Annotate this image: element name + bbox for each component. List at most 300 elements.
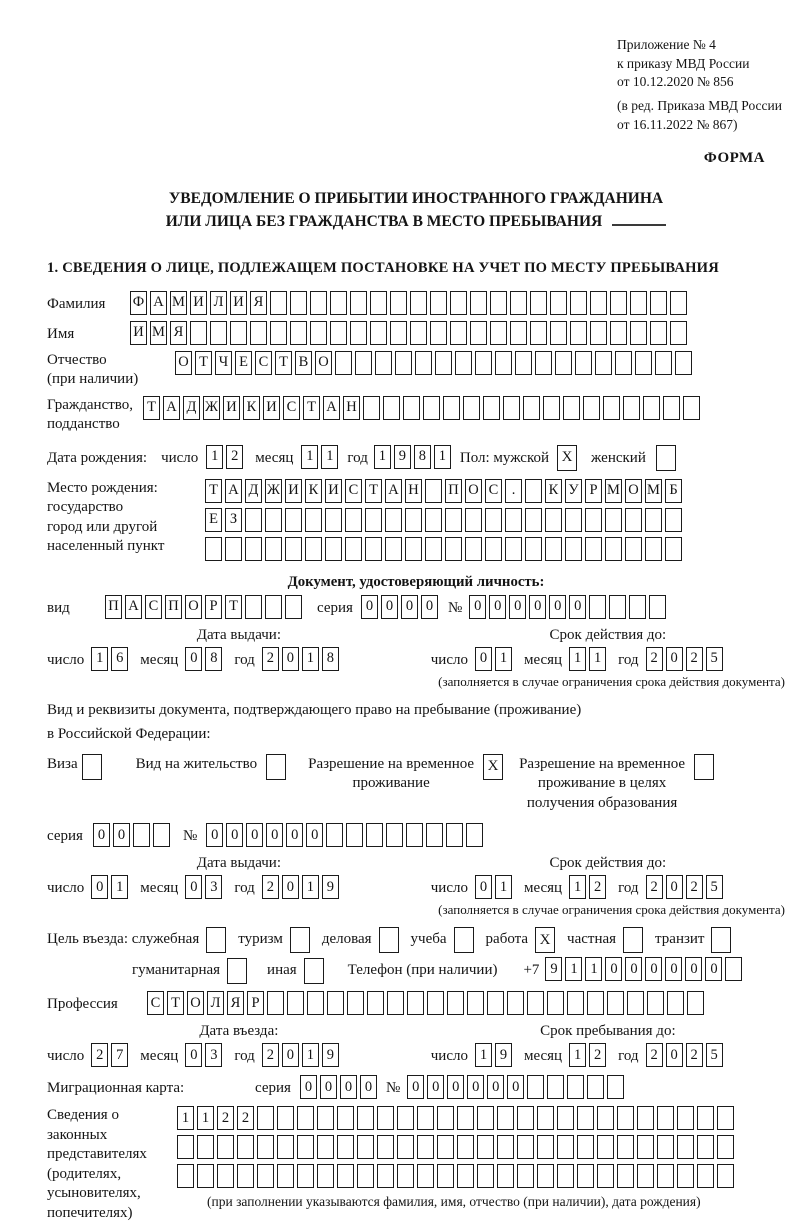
char-cell[interactable] (355, 351, 372, 375)
char-cell[interactable] (177, 1135, 194, 1159)
char-cell[interactable] (375, 351, 392, 375)
char-cell[interactable]: 1 (91, 647, 108, 671)
char-cell[interactable]: 0 (467, 1075, 484, 1099)
char-cell[interactable] (327, 991, 344, 1015)
purpose-business-checkbox[interactable] (379, 927, 399, 953)
char-cell[interactable] (517, 1164, 534, 1188)
char-cell[interactable] (617, 1106, 634, 1130)
char-cell[interactable]: К (545, 479, 562, 503)
char-cell[interactable] (470, 291, 487, 315)
visa-checkbox[interactable] (82, 754, 102, 780)
char-cell[interactable] (697, 1106, 714, 1130)
char-cell[interactable]: 1 (569, 1043, 586, 1067)
char-cell[interactable]: 0 (605, 957, 622, 981)
char-cell[interactable] (365, 537, 382, 561)
char-cell[interactable] (645, 508, 662, 532)
char-cell[interactable] (370, 321, 387, 345)
char-cell[interactable]: Я (170, 321, 187, 345)
char-cell[interactable] (527, 1075, 544, 1099)
char-cell[interactable] (285, 595, 302, 619)
char-cell[interactable] (390, 321, 407, 345)
char-cell[interactable] (435, 351, 452, 375)
char-cell[interactable]: С (147, 991, 164, 1015)
char-cell[interactable]: Н (343, 396, 360, 420)
char-cell[interactable] (657, 1164, 674, 1188)
char-cell[interactable] (405, 537, 422, 561)
char-cell[interactable] (605, 537, 622, 561)
char-cell[interactable]: 0 (427, 1075, 444, 1099)
char-cell[interactable]: 0 (685, 957, 702, 981)
char-cell[interactable] (503, 396, 520, 420)
char-cell[interactable] (510, 291, 527, 315)
char-cell[interactable]: М (150, 321, 167, 345)
char-cell[interactable]: 0 (282, 1043, 299, 1067)
char-cell[interactable]: А (150, 291, 167, 315)
char-cell[interactable] (267, 991, 284, 1015)
char-cell[interactable] (337, 1164, 354, 1188)
char-cell[interactable]: 0 (645, 957, 662, 981)
char-cell[interactable] (337, 1106, 354, 1130)
char-cell[interactable]: 1 (495, 875, 512, 899)
char-cell[interactable] (257, 1164, 274, 1188)
char-cell[interactable] (597, 1106, 614, 1130)
char-cell[interactable] (677, 1135, 694, 1159)
char-cell[interactable]: 0 (361, 595, 378, 619)
char-cell[interactable]: Р (247, 991, 264, 1015)
char-cell[interactable] (330, 321, 347, 345)
char-cell[interactable] (550, 291, 567, 315)
char-cell[interactable] (443, 396, 460, 420)
char-cell[interactable] (525, 479, 542, 503)
char-cell[interactable] (607, 991, 624, 1015)
char-cell[interactable] (297, 1164, 314, 1188)
temp-residence-edu-checkbox[interactable] (694, 754, 714, 780)
char-cell[interactable]: 0 (206, 823, 223, 847)
char-cell[interactable]: 0 (421, 595, 438, 619)
char-cell[interactable] (643, 396, 660, 420)
char-cell[interactable]: 0 (91, 875, 108, 899)
char-cell[interactable] (467, 991, 484, 1015)
char-cell[interactable] (345, 508, 362, 532)
char-cell[interactable]: И (190, 291, 207, 315)
char-cell[interactable] (445, 537, 462, 561)
char-cell[interactable]: 0 (340, 1075, 357, 1099)
char-cell[interactable]: С (145, 595, 162, 619)
char-cell[interactable]: . (505, 479, 522, 503)
char-cell[interactable] (326, 823, 343, 847)
char-cell[interactable]: 0 (381, 595, 398, 619)
char-cell[interactable]: 9 (495, 1043, 512, 1067)
char-cell[interactable]: А (323, 396, 340, 420)
char-cell[interactable] (397, 1106, 414, 1130)
char-cell[interactable] (310, 321, 327, 345)
char-cell[interactable]: Т (195, 351, 212, 375)
char-cell[interactable] (325, 508, 342, 532)
char-cell[interactable]: 0 (185, 875, 202, 899)
char-cell[interactable]: 1 (495, 647, 512, 671)
char-cell[interactable] (397, 1135, 414, 1159)
char-cell[interactable] (345, 537, 362, 561)
char-cell[interactable] (563, 396, 580, 420)
char-cell[interactable]: Т (225, 595, 242, 619)
char-cell[interactable] (590, 321, 607, 345)
char-cell[interactable]: 0 (475, 875, 492, 899)
char-cell[interactable] (265, 537, 282, 561)
char-cell[interactable] (663, 396, 680, 420)
char-cell[interactable] (370, 291, 387, 315)
char-cell[interactable]: 0 (300, 1075, 317, 1099)
char-cell[interactable]: 0 (509, 595, 526, 619)
char-cell[interactable]: 2 (262, 875, 279, 899)
char-cell[interactable] (497, 1164, 514, 1188)
char-cell[interactable] (153, 823, 170, 847)
char-cell[interactable] (585, 537, 602, 561)
char-cell[interactable] (177, 1164, 194, 1188)
char-cell[interactable]: 5 (706, 647, 723, 671)
char-cell[interactable] (487, 991, 504, 1015)
char-cell[interactable] (270, 321, 287, 345)
char-cell[interactable]: 0 (93, 823, 110, 847)
char-cell[interactable]: О (625, 479, 642, 503)
char-cell[interactable] (287, 991, 304, 1015)
char-cell[interactable]: 2 (646, 1043, 663, 1067)
char-cell[interactable]: 3 (205, 1043, 222, 1067)
char-cell[interactable] (390, 291, 407, 315)
char-cell[interactable] (615, 351, 632, 375)
char-cell[interactable]: И (230, 291, 247, 315)
char-cell[interactable]: Р (585, 479, 602, 503)
char-cell[interactable] (583, 396, 600, 420)
char-cell[interactable] (245, 537, 262, 561)
char-cell[interactable] (625, 537, 642, 561)
char-cell[interactable] (250, 321, 267, 345)
char-cell[interactable] (630, 291, 647, 315)
char-cell[interactable] (577, 1135, 594, 1159)
char-cell[interactable] (270, 291, 287, 315)
char-cell[interactable] (297, 1106, 314, 1130)
char-cell[interactable]: 0 (666, 875, 683, 899)
char-cell[interactable] (455, 351, 472, 375)
temp-residence-checkbox[interactable]: X (483, 754, 503, 780)
char-cell[interactable]: Т (205, 479, 222, 503)
char-cell[interactable]: П (165, 595, 182, 619)
char-cell[interactable] (415, 351, 432, 375)
char-cell[interactable] (437, 1106, 454, 1130)
char-cell[interactable] (285, 537, 302, 561)
char-cell[interactable] (517, 1106, 534, 1130)
char-cell[interactable]: 0 (360, 1075, 377, 1099)
char-cell[interactable] (445, 508, 462, 532)
char-cell[interactable]: 0 (507, 1075, 524, 1099)
char-cell[interactable] (406, 823, 423, 847)
purpose-official-checkbox[interactable] (206, 927, 226, 953)
char-cell[interactable]: И (130, 321, 147, 345)
char-cell[interactable]: 1 (197, 1106, 214, 1130)
purpose-transit-checkbox[interactable] (711, 927, 731, 953)
char-cell[interactable] (335, 351, 352, 375)
char-cell[interactable] (630, 321, 647, 345)
char-cell[interactable]: А (125, 595, 142, 619)
char-cell[interactable] (446, 823, 463, 847)
char-cell[interactable] (457, 1106, 474, 1130)
char-cell[interactable] (577, 1106, 594, 1130)
char-cell[interactable]: Т (143, 396, 160, 420)
char-cell[interactable] (230, 321, 247, 345)
char-cell[interactable]: О (175, 351, 192, 375)
char-cell[interactable] (490, 291, 507, 315)
char-cell[interactable] (350, 321, 367, 345)
char-cell[interactable] (717, 1106, 734, 1130)
char-cell[interactable] (423, 396, 440, 420)
purpose-humanitarian-checkbox[interactable] (227, 958, 247, 984)
char-cell[interactable] (363, 396, 380, 420)
char-cell[interactable]: Б (665, 479, 682, 503)
char-cell[interactable]: 0 (625, 957, 642, 981)
char-cell[interactable]: 0 (469, 595, 486, 619)
char-cell[interactable] (465, 508, 482, 532)
gender-female-checkbox[interactable] (656, 445, 676, 471)
char-cell[interactable] (490, 321, 507, 345)
char-cell[interactable] (466, 823, 483, 847)
char-cell[interactable]: Я (250, 291, 267, 315)
char-cell[interactable] (505, 537, 522, 561)
char-cell[interactable] (547, 991, 564, 1015)
char-cell[interactable] (437, 1135, 454, 1159)
char-cell[interactable] (677, 1164, 694, 1188)
char-cell[interactable]: 0 (401, 595, 418, 619)
char-cell[interactable] (565, 537, 582, 561)
char-cell[interactable]: 8 (414, 445, 431, 469)
char-cell[interactable]: 1 (589, 647, 606, 671)
char-cell[interactable] (565, 508, 582, 532)
char-cell[interactable]: Т (275, 351, 292, 375)
char-cell[interactable]: П (445, 479, 462, 503)
char-cell[interactable] (523, 396, 540, 420)
char-cell[interactable] (290, 291, 307, 315)
char-cell[interactable]: 9 (394, 445, 411, 469)
char-cell[interactable] (305, 508, 322, 532)
char-cell[interactable] (407, 991, 424, 1015)
char-cell[interactable]: И (325, 479, 342, 503)
char-cell[interactable] (495, 351, 512, 375)
char-cell[interactable]: 0 (320, 1075, 337, 1099)
char-cell[interactable]: 0 (246, 823, 263, 847)
char-cell[interactable] (617, 1135, 634, 1159)
char-cell[interactable] (567, 991, 584, 1015)
char-cell[interactable] (717, 1135, 734, 1159)
char-cell[interactable] (457, 1164, 474, 1188)
char-cell[interactable]: 0 (282, 647, 299, 671)
char-cell[interactable]: М (645, 479, 662, 503)
char-cell[interactable] (665, 508, 682, 532)
char-cell[interactable] (525, 537, 542, 561)
char-cell[interactable] (675, 351, 692, 375)
char-cell[interactable] (609, 595, 626, 619)
char-cell[interactable]: Т (167, 991, 184, 1015)
char-cell[interactable]: 0 (666, 1043, 683, 1067)
char-cell[interactable]: Т (365, 479, 382, 503)
char-cell[interactable] (317, 1164, 334, 1188)
char-cell[interactable]: 0 (487, 1075, 504, 1099)
char-cell[interactable]: 2 (686, 1043, 703, 1067)
char-cell[interactable] (617, 1164, 634, 1188)
char-cell[interactable] (257, 1135, 274, 1159)
char-cell[interactable]: 1 (206, 445, 223, 469)
char-cell[interactable]: 1 (374, 445, 391, 469)
char-cell[interactable] (210, 321, 227, 345)
char-cell[interactable] (670, 321, 687, 345)
char-cell[interactable] (485, 508, 502, 532)
char-cell[interactable]: 1 (177, 1106, 194, 1130)
char-cell[interactable]: 1 (302, 1043, 319, 1067)
char-cell[interactable] (655, 351, 672, 375)
char-cell[interactable]: П (105, 595, 122, 619)
char-cell[interactable]: А (225, 479, 242, 503)
char-cell[interactable] (386, 823, 403, 847)
char-cell[interactable]: 0 (569, 595, 586, 619)
char-cell[interactable]: Е (235, 351, 252, 375)
char-cell[interactable] (595, 351, 612, 375)
char-cell[interactable] (257, 1106, 274, 1130)
char-cell[interactable] (417, 1106, 434, 1130)
char-cell[interactable]: 2 (237, 1106, 254, 1130)
char-cell[interactable] (570, 291, 587, 315)
char-cell[interactable] (217, 1135, 234, 1159)
char-cell[interactable] (417, 1164, 434, 1188)
char-cell[interactable] (245, 595, 262, 619)
char-cell[interactable] (383, 396, 400, 420)
char-cell[interactable] (395, 351, 412, 375)
char-cell[interactable] (387, 991, 404, 1015)
char-cell[interactable] (550, 321, 567, 345)
char-cell[interactable] (517, 1135, 534, 1159)
char-cell[interactable] (667, 991, 684, 1015)
char-cell[interactable]: К (243, 396, 260, 420)
char-cell[interactable] (397, 1164, 414, 1188)
char-cell[interactable]: Т (303, 396, 320, 420)
char-cell[interactable] (637, 1106, 654, 1130)
char-cell[interactable] (557, 1106, 574, 1130)
char-cell[interactable] (629, 595, 646, 619)
char-cell[interactable] (277, 1135, 294, 1159)
char-cell[interactable]: 2 (589, 1043, 606, 1067)
char-cell[interactable] (307, 991, 324, 1015)
char-cell[interactable] (447, 991, 464, 1015)
char-cell[interactable] (337, 1135, 354, 1159)
char-cell[interactable] (477, 1135, 494, 1159)
char-cell[interactable]: 0 (529, 595, 546, 619)
char-cell[interactable] (637, 1135, 654, 1159)
char-cell[interactable] (377, 1135, 394, 1159)
char-cell[interactable] (225, 537, 242, 561)
char-cell[interactable]: С (345, 479, 362, 503)
char-cell[interactable]: 9 (322, 1043, 339, 1067)
char-cell[interactable] (245, 508, 262, 532)
char-cell[interactable] (425, 537, 442, 561)
char-cell[interactable] (637, 1164, 654, 1188)
char-cell[interactable] (657, 1135, 674, 1159)
char-cell[interactable]: 1 (302, 647, 319, 671)
char-cell[interactable]: 0 (407, 1075, 424, 1099)
char-cell[interactable]: Д (245, 479, 262, 503)
char-cell[interactable] (597, 1135, 614, 1159)
char-cell[interactable] (430, 321, 447, 345)
char-cell[interactable]: 0 (475, 647, 492, 671)
char-cell[interactable] (285, 508, 302, 532)
purpose-study-checkbox[interactable] (454, 927, 474, 953)
char-cell[interactable]: 5 (706, 875, 723, 899)
char-cell[interactable] (133, 823, 150, 847)
char-cell[interactable]: 0 (306, 823, 323, 847)
char-cell[interactable] (277, 1164, 294, 1188)
char-cell[interactable]: 0 (447, 1075, 464, 1099)
char-cell[interactable] (507, 991, 524, 1015)
char-cell[interactable] (570, 321, 587, 345)
char-cell[interactable] (297, 1135, 314, 1159)
char-cell[interactable]: 0 (185, 647, 202, 671)
purpose-private-checkbox[interactable] (623, 927, 643, 953)
char-cell[interactable]: М (605, 479, 622, 503)
char-cell[interactable] (535, 351, 552, 375)
char-cell[interactable]: 0 (286, 823, 303, 847)
char-cell[interactable]: 8 (205, 647, 222, 671)
char-cell[interactable] (305, 537, 322, 561)
char-cell[interactable] (317, 1106, 334, 1130)
char-cell[interactable] (649, 595, 666, 619)
char-cell[interactable]: 0 (266, 823, 283, 847)
char-cell[interactable] (477, 1106, 494, 1130)
char-cell[interactable]: 1 (301, 445, 318, 469)
char-cell[interactable] (627, 991, 644, 1015)
char-cell[interactable] (547, 1075, 564, 1099)
char-cell[interactable]: 1 (565, 957, 582, 981)
char-cell[interactable] (510, 321, 527, 345)
char-cell[interactable] (557, 1164, 574, 1188)
purpose-other-checkbox[interactable] (304, 958, 324, 984)
char-cell[interactable]: 0 (549, 595, 566, 619)
char-cell[interactable] (697, 1164, 714, 1188)
char-cell[interactable] (217, 1164, 234, 1188)
char-cell[interactable]: О (185, 595, 202, 619)
char-cell[interactable] (410, 321, 427, 345)
char-cell[interactable]: Ф (130, 291, 147, 315)
char-cell[interactable] (537, 1106, 554, 1130)
char-cell[interactable] (545, 537, 562, 561)
char-cell[interactable]: 2 (686, 875, 703, 899)
char-cell[interactable]: 8 (322, 647, 339, 671)
char-cell[interactable]: Ч (215, 351, 232, 375)
char-cell[interactable]: 2 (217, 1106, 234, 1130)
char-cell[interactable] (555, 351, 572, 375)
char-cell[interactable] (605, 508, 622, 532)
char-cell[interactable] (485, 537, 502, 561)
char-cell[interactable]: 2 (686, 647, 703, 671)
char-cell[interactable] (377, 1106, 394, 1130)
char-cell[interactable] (205, 537, 222, 561)
char-cell[interactable]: 0 (665, 957, 682, 981)
char-cell[interactable] (425, 479, 442, 503)
char-cell[interactable]: Ж (265, 479, 282, 503)
char-cell[interactable]: 5 (706, 1043, 723, 1067)
char-cell[interactable] (483, 396, 500, 420)
char-cell[interactable] (357, 1106, 374, 1130)
char-cell[interactable] (450, 321, 467, 345)
gender-male-checkbox[interactable]: X (557, 445, 577, 471)
char-cell[interactable]: Л (210, 291, 227, 315)
char-cell[interactable] (365, 508, 382, 532)
char-cell[interactable]: 1 (111, 875, 128, 899)
char-cell[interactable] (310, 291, 327, 315)
